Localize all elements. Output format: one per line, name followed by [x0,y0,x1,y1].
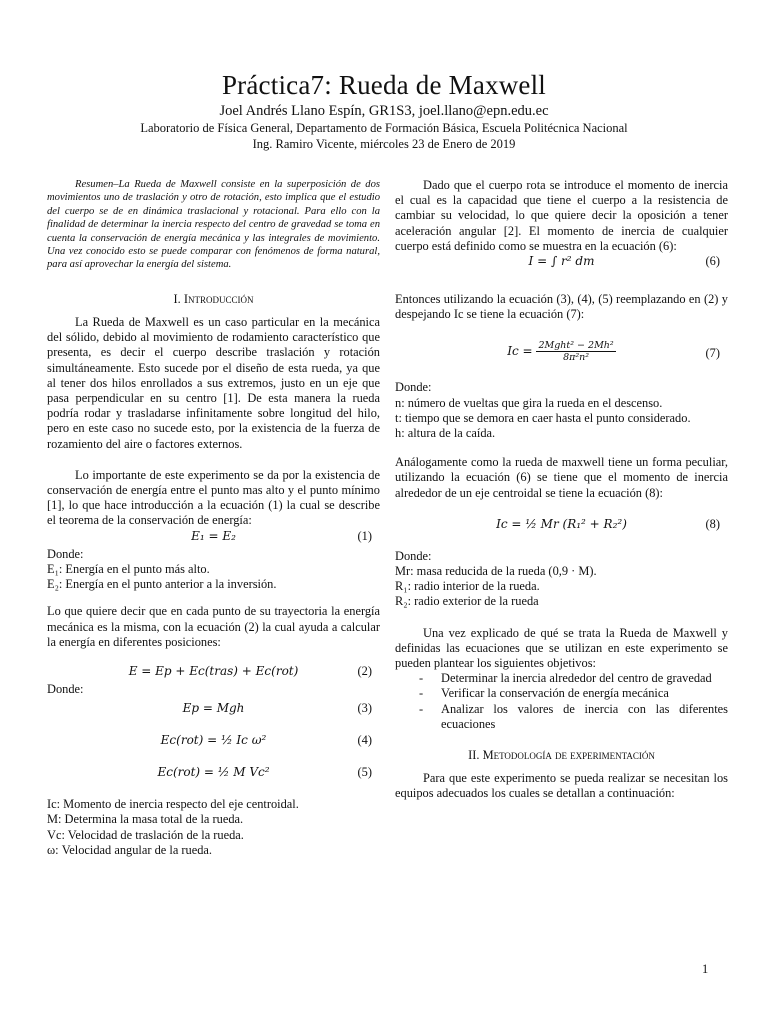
equation-8-body: Ic = ½ Mr (R₁² + R₂²) [496,516,627,531]
intro-paragraph-3: Lo que quiere decir que en cada punto de su trayectoria la energía mecánica es la misma, con la ecuación (2) la cual ayuda a calcular la energía en diferentes posiciones: [47,604,380,649]
equation-2-number: (2) [357,663,372,678]
right-column [395,178,728,802]
equation-6-body: I = ∫ r² dm [528,254,595,269]
right-paragraph-3: Análogamente como la rueda de maxwell tiene un forma peculiar, utilizando la ecuación (6) se tiene que el momento de inercia alrededor de un eje centroidal se tiene la ecuación (8): [395,455,728,500]
affiliation-line: Laboratorio de Física General, Departamento de Formación Básica, Escuela Politécnica Nacional [140,121,628,135]
right-paragraph-4: Una vez explicado de qué se trata la Rueda de Maxwell y definidas las ecuaciones que se utilizan en este experimento se pueden plantear los siguientes objetivos: [395,625,728,671]
definition-mr: Mr: masa reducida de la rueda (0,9 · M). [395,564,597,579]
donde-label: Donde: [47,546,84,561]
definition-omega: ω: Velocidad angular de la rueda. [47,842,213,857]
author-line: Joel Andrés Llano Espín, GR1S3, joel.llano@epn.edu.ec [219,103,549,119]
objective-item: - Verificar la conservación de energía mecánica [415,686,728,701]
donde-label-3: Donde: [395,380,432,395]
section-title: Introducción [183,291,254,306]
equation-7-denominator: 8π²n² [563,352,590,364]
definition-vc: Vc: Velocidad de traslación de la rueda. [47,827,244,842]
definition-m: M: Determina la masa total de la rueda. [47,812,244,827]
equation-2-body: E = Ep + Ec(tras) + Ec(rot) [128,663,299,678]
right-paragraph-1: Dado que el cuerpo rota se introduce el momento de inercia el cual es la capacidad que tiene el cuerpo a la resistencia de cambiar su velocidad, lo que quiere decir la oposición a tener aceleración angular [2]. El momento de inercia de cualquier cuerpo está definido como se muestra en la ecuación (6): [395,178,728,253]
section-title: Metodología de experimentación [482,748,655,763]
definition-e2: E₂: Energía en el punto anterior a la inversión. [47,577,277,592]
abstract: Resumen–La Rueda de Maxwell consiste en la superposición de dos movimientos uno de traslación y otro de rotación, esto implica que el estudio del cuerpo se de en dinámica traslacional y rotacional. Para ello con la finalidad de determinar la inercia respecto del centro de gravedad se toma en cuenta la conservación de energía mecánica y las integrales de movimiento. Una vez conocido esto se puede comparar con fenómenos de forma natural, para así aprovechar la energía del sistema. [47,179,380,271]
equation-4 [47,733,380,751]
equation-5-body: Ec(rot) = ½ M Vc² [157,765,270,780]
section-heading-introduccion [47,292,380,307]
definition-t: t: tiempo que se demora en caer hasta el punto considerado. [395,410,691,425]
right-paragraph-2: Entonces utilizando la ecuación (3), (4), (5) reemplazando en (2) y despejando Ic se tiene la ecuación (7): [395,292,728,322]
equation-1-number: (1) [357,528,372,543]
definition-e1: E₁: Energía en el punto más alto. [47,561,210,576]
equation-4-body: Ec(rot) = ½ Ic ω² [160,733,267,748]
instructor-date-line: Ing. Ramiro Vicente, miércoles 23 de Enero de 2019 [252,137,516,151]
section-number: II. [468,748,480,763]
equation-7 [395,338,728,368]
definition-h: h: altura de la caída. [395,426,496,441]
equation-3-number: (3) [357,701,372,716]
intro-paragraph-1: La Rueda de Maxwell es un caso particular en la mecánica del sólido, debido al movimiento de rodamiento característico que presenta, es decir el cuerpo describe traslación y rotación simultáneamente. Esto sucede por el diseño de esta rueda, ya que al tener dos hilos enrollados a sus extremos, justo en un eje que pasa perpendicular en su centro [1]. De esta manera la rueda podría rodar y trasladarse infinitamente sobre longitud del hilo, pero en este caso no sucede esto, por la existencia de la fuerza de rozamiento del aire o factores externos. [47,315,380,451]
section-number: I. [173,291,181,306]
objectives-list [395,671,728,732]
intro-paragraph-2: Lo importante de este experimento se da por la existencia de conservación de energía entre el punto mas alto y el punto mínimo [1], lo que hace introducción a la ecuación (1) la cual se describe el teorema de la conservación de energía: [47,467,380,528]
equation-3-body: Ep = Mgh [182,701,245,716]
objective-item: - Determinar la inercia alrededor del centro de gravedad [415,671,728,686]
definition-r1: R₁: radio interior de la rueda. [395,579,540,594]
equation-1-body: E₁ = E₂ [191,528,236,543]
equation-4-number: (4) [357,733,372,748]
donde-label-2: Donde: [47,681,84,696]
equation-7-numerator: 2Mght² − 2Mh² [538,340,614,352]
equation-7-body [395,340,728,363]
definition-n: n: número de vueltas que gira la rueda en el descenso. [395,395,663,410]
equation-5 [47,765,380,783]
equation-6 [395,254,728,272]
left-column [47,178,380,858]
equation-3 [47,701,380,719]
equation-1 [47,529,380,547]
equation-2 [47,664,380,682]
equation-6-number: (6) [705,254,720,269]
equation-8 [395,517,728,535]
page-number: 1 [702,962,709,976]
objective-item: - Analizar los valores de inercia con las diferentes ecuaciones [415,702,728,732]
equation-5-number: (5) [357,765,372,780]
equation-8-number: (8) [705,516,720,531]
paper-title: Práctica7: Rueda de Maxwell [221,70,547,100]
right-paragraph-5: Para que este experimento se pueda realizar se necesitan los equipos adecuados los cuales se detallan a continuación: [395,771,728,801]
equation-7-fraction [536,340,615,363]
equation-7-lhs: Ic = [507,344,533,359]
definition-r2: R₂: radio exterior de la rueda [395,594,539,609]
equation-7-number: (7) [705,346,720,361]
section-heading-metodologia [395,748,728,763]
donde-label-4: Donde: [395,548,432,563]
definition-ic: Ic: Momento de inercia respecto del eje centroidal. [47,797,299,812]
